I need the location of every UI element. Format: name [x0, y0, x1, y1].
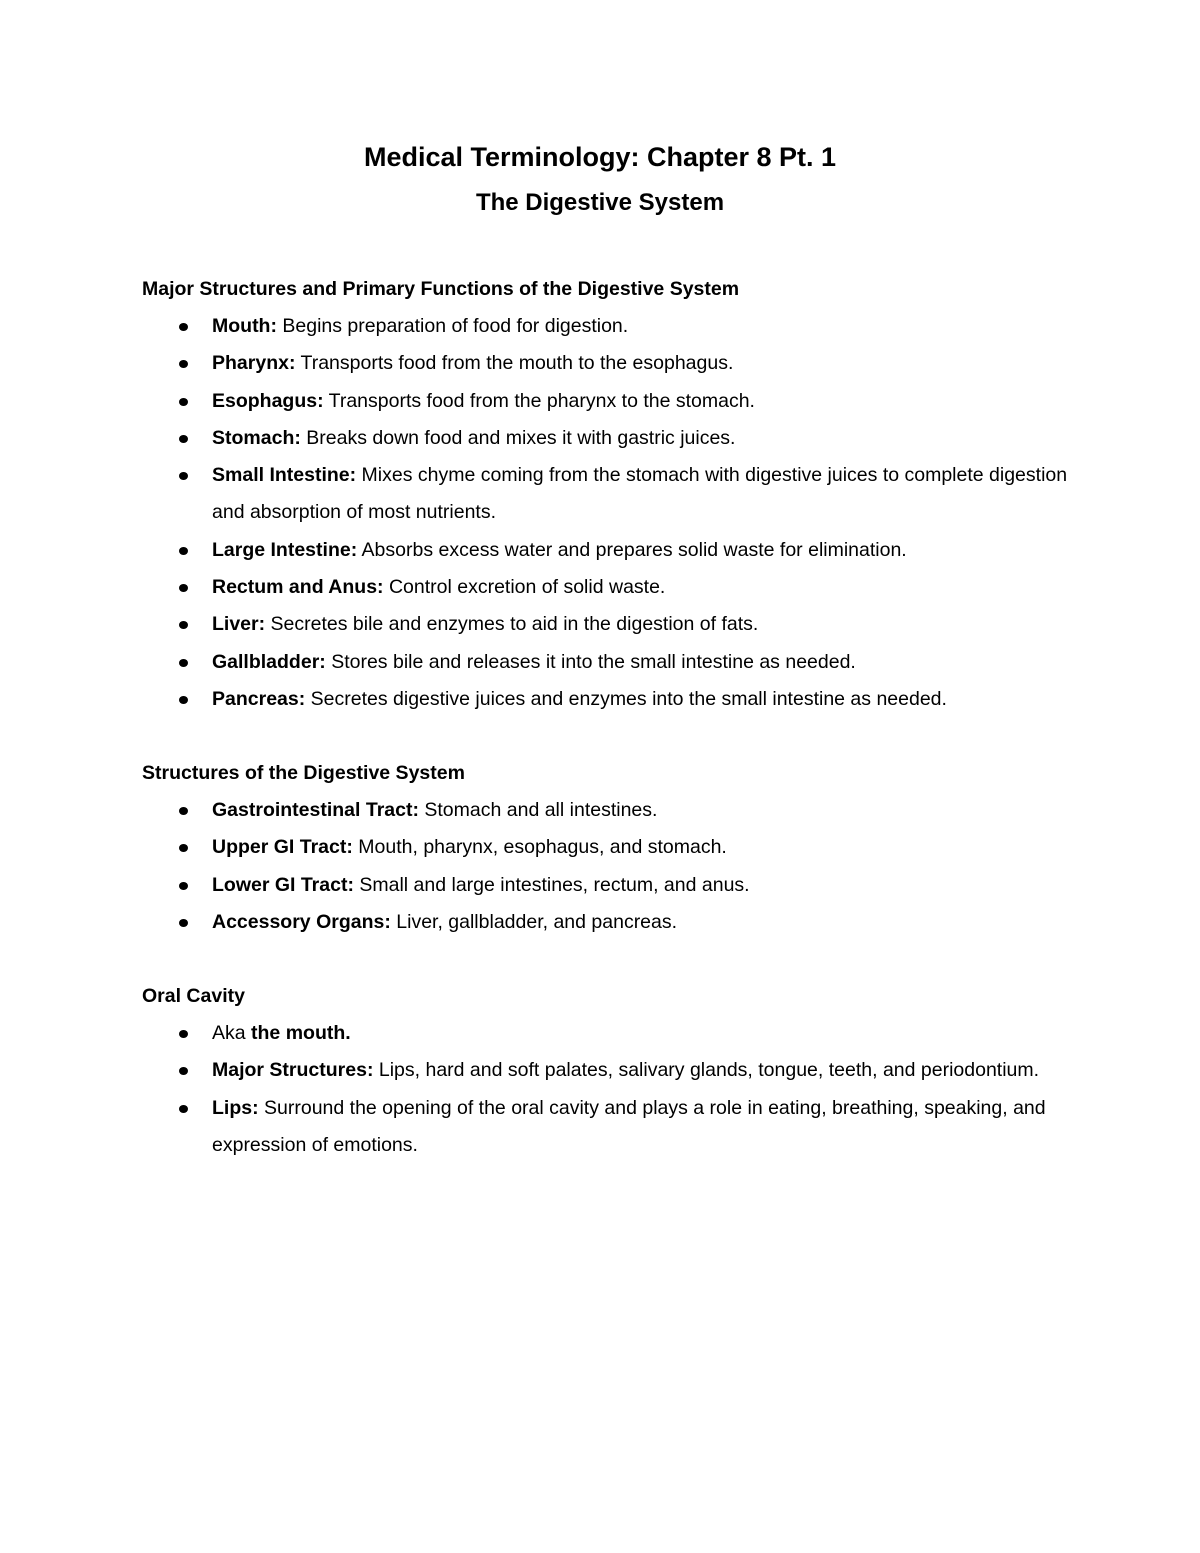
item-lead-text: Aka — [212, 1022, 252, 1044]
term-label: Mouth: — [212, 315, 277, 337]
term-description: Secretes bile and enzymes to aid in the digestion of fats. — [265, 613, 759, 636]
term-description: Stores bile and releases it into the small intestine as needed. — [325, 650, 856, 673]
bullet-icon — [179, 360, 188, 368]
term-description: Transports food from the mouth to the esophagus. — [295, 352, 734, 375]
section-heading: Oral Cavity — [142, 985, 245, 1007]
term-label: Upper GI Tract: — [212, 836, 353, 859]
term-description: Mixes chyme coming from the stomach with digestive juices to complete digestion and absorption of most nutrients. — [212, 464, 1068, 524]
term-description: Transports food from the pharynx to the stomach. — [323, 389, 755, 412]
term-description: Breaks down food and mixes it with gastric juices. — [300, 426, 736, 449]
term-description: Control excretion of solid waste. — [383, 576, 666, 599]
term-label: Major Structures: — [212, 1059, 374, 1082]
term-label: Rectum and Anus: — [212, 576, 384, 599]
bullet-icon — [179, 435, 188, 443]
term-label: Liver: — [212, 613, 266, 636]
term-label: Gastrointestinal Tract: — [212, 799, 419, 821]
term-label: Pancreas: — [212, 687, 306, 710]
section-major-structures — [142, 271, 1092, 718]
bullet-icon — [179, 882, 188, 890]
term-label: Stomach: — [212, 426, 301, 449]
bullet-icon — [179, 1067, 188, 1075]
list-item — [142, 420, 1092, 457]
bullet-icon — [179, 1030, 188, 1038]
list-item — [142, 1090, 1092, 1165]
term-description: Absorbs excess water and prepares solid waste for elimination. — [357, 538, 907, 561]
bullet-list — [142, 792, 1092, 941]
bullet-icon — [179, 398, 188, 406]
list-item — [142, 904, 1092, 941]
section-oral-cavity — [142, 978, 1092, 1164]
bullet-icon — [179, 659, 188, 667]
bullet-list — [142, 1015, 1092, 1164]
document-subtitle: The Digestive System — [475, 189, 725, 216]
term-description: Surround the opening of the oral cavity and plays a role in eating, breathing, speaking, and expression of emotions. — [212, 1096, 1046, 1156]
term-label: Small Intestine: — [212, 464, 357, 487]
term-label: Large Intestine: — [212, 538, 358, 561]
bullet-icon — [179, 844, 188, 852]
section-heading: Structures of the Digestive System — [142, 762, 465, 784]
section-structures — [142, 755, 1092, 941]
term-label: Lower GI Tract: — [212, 873, 354, 896]
bullet-icon — [179, 621, 188, 629]
list-item — [142, 345, 1092, 382]
list-item — [142, 681, 1092, 718]
list-item — [142, 1052, 1092, 1089]
term-label: Esophagus: — [212, 389, 324, 412]
list-item — [142, 606, 1092, 643]
bullet-icon — [179, 472, 188, 480]
bullet-icon — [179, 547, 188, 555]
term-label: the mouth. — [251, 1022, 351, 1044]
document-title: Medical Terminology: Chapter 8 Pt. 1 — [363, 142, 837, 172]
bullet-icon — [179, 323, 188, 331]
list-item — [142, 383, 1092, 420]
list-item — [142, 532, 1092, 569]
term-description: Mouth, pharynx, esophagus, and stomach. — [352, 836, 727, 859]
term-label: Gallbladder: — [212, 650, 326, 673]
list-item — [142, 457, 1092, 532]
bullet-icon — [179, 807, 188, 815]
list-item — [142, 569, 1092, 606]
list-item — [142, 792, 1092, 829]
term-description: Liver, gallbladder, and pancreas. — [390, 910, 678, 933]
bullet-icon — [179, 696, 188, 704]
term-description: Stomach and all intestines. — [418, 799, 658, 821]
list-item — [142, 867, 1092, 904]
term-label: Accessory Organs: — [212, 910, 391, 933]
term-label: Lips: — [212, 1096, 259, 1119]
term-description: Lips, hard and soft palates, salivary glands, tongue, teeth, and periodontium. — [373, 1059, 1040, 1082]
bullet-icon — [179, 919, 188, 927]
bullet-list — [142, 308, 1092, 718]
term-description: Begins preparation of food for digestion. — [276, 315, 629, 337]
term-label: Pharynx: — [212, 352, 296, 375]
section-heading: Major Structures and Primary Functions of the Digestive System — [142, 278, 740, 300]
list-item — [142, 829, 1092, 866]
list-item — [142, 644, 1092, 681]
list-item — [142, 308, 1092, 345]
term-description: Secretes digestive juices and enzymes into the small intestine as needed. — [305, 687, 947, 710]
bullet-icon — [179, 584, 188, 592]
list-item — [142, 1015, 1092, 1052]
bullet-icon — [179, 1105, 188, 1113]
term-description: Small and large intestines, rectum, and anus. — [353, 873, 750, 896]
